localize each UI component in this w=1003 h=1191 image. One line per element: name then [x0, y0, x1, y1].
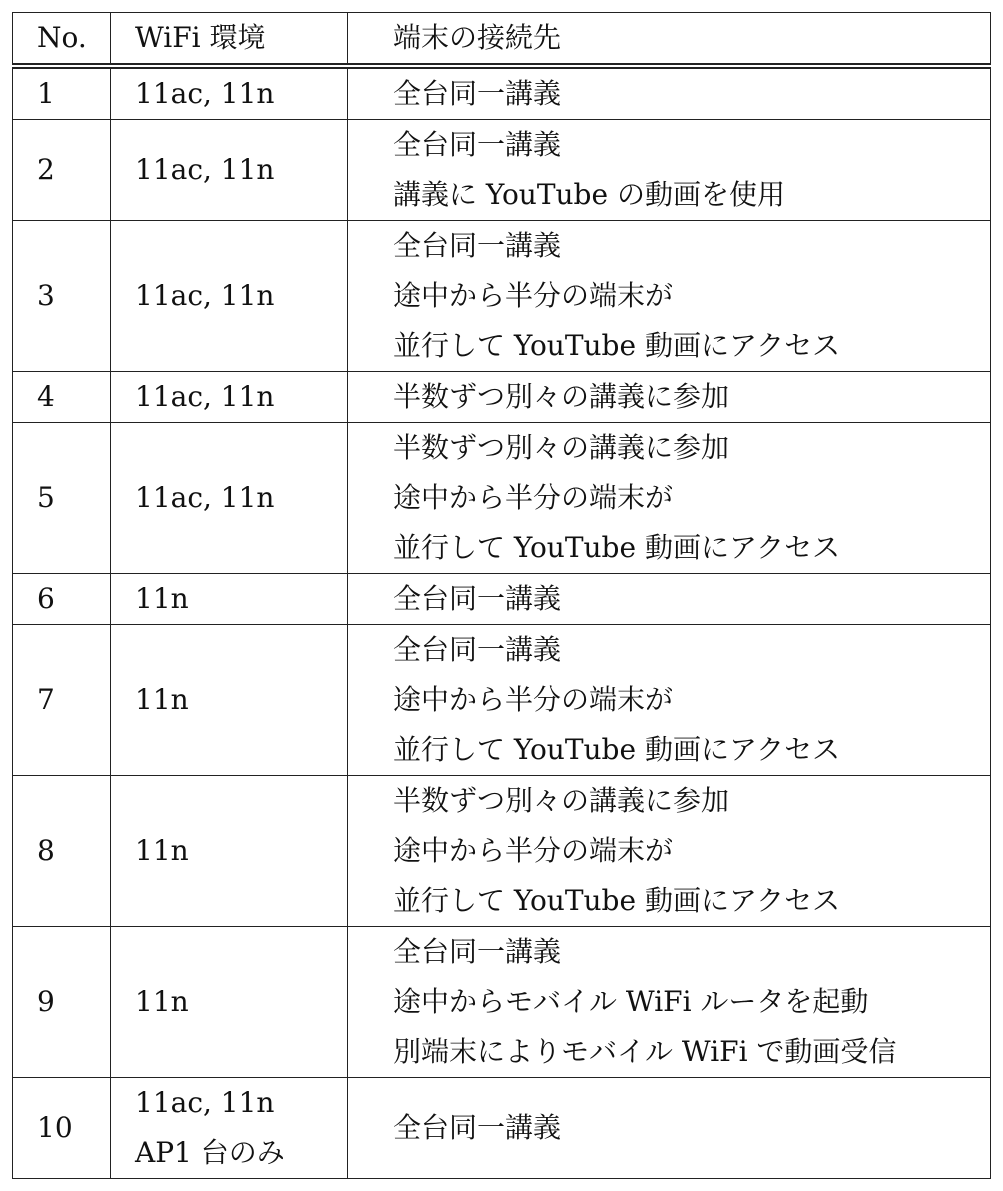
wifi-environment-cell [111, 927, 348, 1078]
connection-destination-line: 途中から半分の端末が [393, 481, 674, 514]
wifi-environment-line: AP1 台のみ [135, 1136, 285, 1169]
connection-destination-line: 全台同一講義 [393, 935, 562, 968]
table-row [13, 1078, 991, 1179]
table-row [13, 625, 991, 776]
connection-destination-line: 講義に YouTube の動画を使用 [393, 178, 785, 211]
header-row [13, 13, 991, 67]
connection-destination-line: 途中から半分の端末が [393, 279, 674, 312]
connection-destination-line: 全台同一講義 [393, 128, 562, 161]
row-number: 6 [13, 574, 111, 625]
row-number: 5 [13, 423, 111, 574]
table-row [13, 574, 991, 625]
row-number: 8 [13, 776, 111, 927]
row-number: 4 [13, 372, 111, 423]
connection-destination-cell [348, 66, 991, 120]
row-number: 1 [13, 66, 111, 120]
connection-destination-line: 途中から半分の端末が [393, 683, 674, 716]
wifi-environment-line: 11n [135, 683, 189, 716]
connection-destination-cell [348, 372, 991, 423]
connection-destination-cell [348, 574, 991, 625]
connection-destination-line: 途中から半分の端末が [393, 834, 674, 867]
connection-destination-cell [348, 423, 991, 574]
wifi-environment-line: 11n [135, 834, 189, 867]
connection-destination-line: 全台同一講義 [393, 229, 562, 262]
table-row [13, 221, 991, 372]
header-wifi-environment: WiFi 環境 [111, 13, 348, 67]
wifi-environment-line: 11ac, 11n [135, 77, 275, 110]
connection-destination-line: 半数ずつ別々の講義に参加 [393, 784, 730, 817]
table-row [13, 927, 991, 1078]
wifi-environment-cell [111, 120, 348, 221]
row-number: 10 [13, 1078, 111, 1179]
wifi-environment-cell [111, 574, 348, 625]
connection-destination-line: 途中からモバイル WiFi ルータを起動 [393, 985, 869, 1018]
connection-destination-cell [348, 625, 991, 776]
connection-destination-line: 並行して YouTube 動画にアクセス [393, 531, 841, 564]
header-connection-destination: 端末の接続先 [348, 13, 991, 67]
table-body [13, 66, 991, 1179]
connection-destination-cell [348, 927, 991, 1078]
connection-destination-cell [348, 120, 991, 221]
connection-destination-line: 全台同一講義 [393, 1111, 562, 1144]
connection-destination-line: 別端末によりモバイル WiFi で動画受信 [393, 1035, 897, 1068]
wifi-environment-line: 11ac, 11n [135, 380, 275, 413]
row-number: 9 [13, 927, 111, 1078]
row-number: 3 [13, 221, 111, 372]
wifi-environment-cell [111, 66, 348, 120]
wifi-environment-cell [111, 423, 348, 574]
table-row [13, 120, 991, 221]
wifi-environment-cell [111, 372, 348, 423]
table-row [13, 372, 991, 423]
wifi-environment-cell [111, 221, 348, 372]
wifi-environment-cell [111, 625, 348, 776]
connection-destination-line: 半数ずつ別々の講義に参加 [393, 380, 730, 413]
table-header [13, 13, 991, 67]
connection-destination-cell [348, 1078, 991, 1179]
wifi-environment-line: 11ac, 11n [135, 153, 275, 186]
table-row [13, 776, 991, 927]
row-number: 7 [13, 625, 111, 776]
connection-destination-line: 並行して YouTube 動画にアクセス [393, 733, 841, 766]
wifi-environment-cell [111, 1078, 348, 1179]
row-number: 2 [13, 120, 111, 221]
connection-destination-line: 並行して YouTube 動画にアクセス [393, 329, 841, 362]
connection-destination-line: 並行して YouTube 動画にアクセス [393, 884, 841, 917]
connection-destination-line: 全台同一講義 [393, 582, 562, 615]
connection-destination-line: 全台同一講義 [393, 77, 562, 110]
table-row [13, 423, 991, 574]
experiment-conditions-table [12, 12, 991, 1179]
wifi-environment-line: 11ac, 11n [135, 481, 275, 514]
connection-destination-line: 全台同一講義 [393, 633, 562, 666]
wifi-environment-cell [111, 776, 348, 927]
connection-destination-cell [348, 221, 991, 372]
connection-destination-line: 半数ずつ別々の講義に参加 [393, 431, 730, 464]
connection-destination-cell [348, 776, 991, 927]
wifi-environment-line: 11n [135, 582, 189, 615]
wifi-environment-line: 11ac, 11n [135, 279, 275, 312]
wifi-environment-line: 11ac, 11n [135, 1086, 275, 1119]
wifi-environment-line: 11n [135, 985, 189, 1018]
header-no: No. [13, 13, 111, 67]
table-row [13, 66, 991, 120]
